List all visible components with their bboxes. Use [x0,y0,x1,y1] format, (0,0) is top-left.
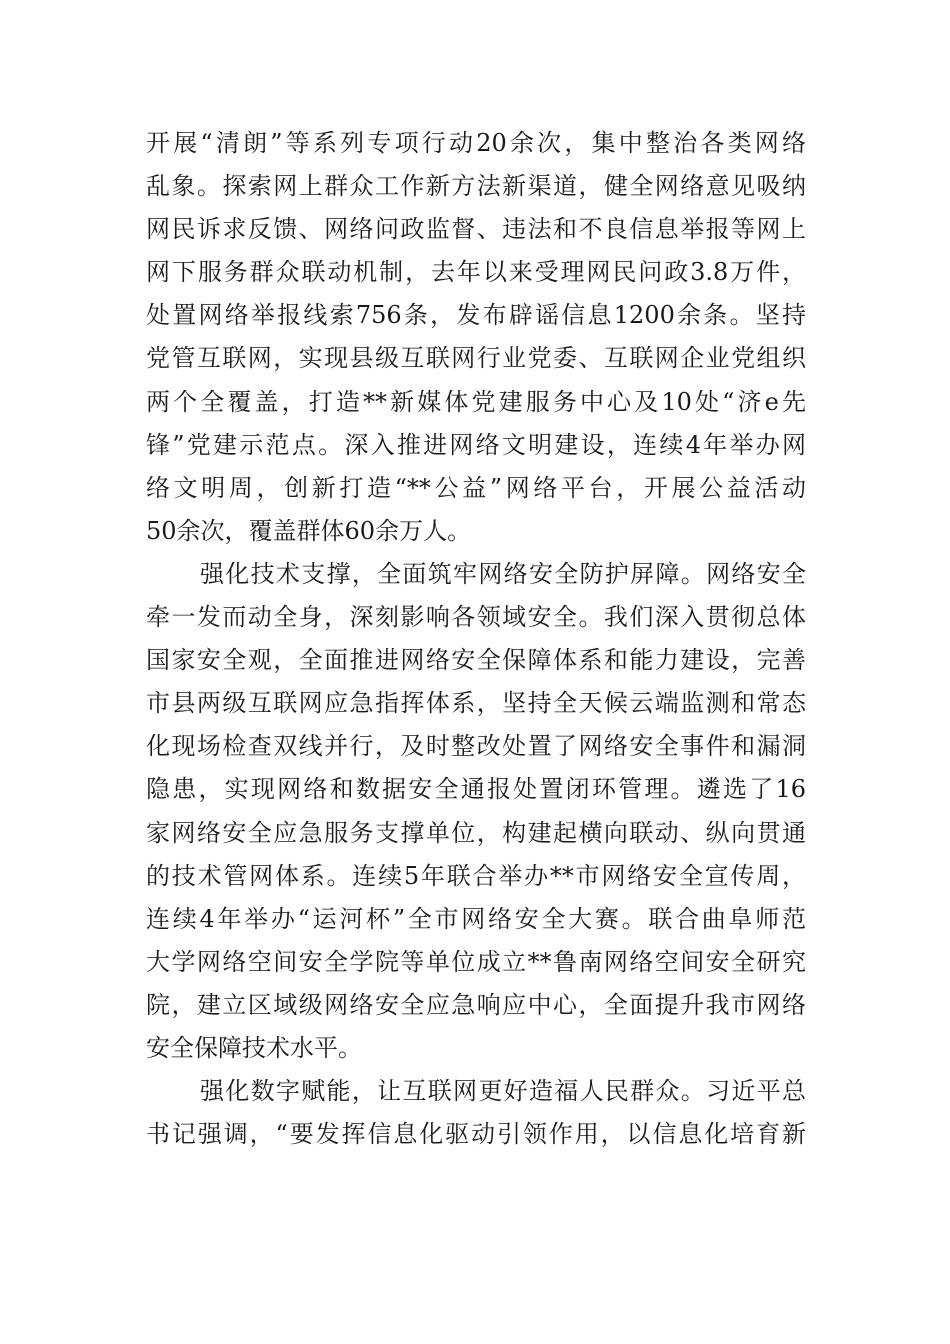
text-line: 处置网络举报线索756条，发布辟谣信息1200余条。坚持 [146,301,806,330]
text-line: 连续4年举办“运河杯”全市网络安全大赛。联合曲阜师范 [146,904,806,933]
text-line: 络文明周，创新打造“**公益”网络平台，开展公益活动 [146,473,806,502]
text-line: 开展“清朗”等系列专项行动20余次，集中整治各类网络 [146,129,806,157]
text-line: 党管互联网，实现县级互联网行业党委、互联网企业党组织 [146,344,806,373]
text-line: 网下服务群众联动机制，去年以来受理网民问政3.8万件， [146,258,806,287]
text-line: 安全保障技术水平。 [146,1033,362,1062]
text-line: 的技术管网体系。连续5年联合举办**市网络安全宣传周， [146,861,806,890]
text-line: 隐患，实现网络和数据安全通报处置闭环管理。遴选了16 [146,775,806,804]
text-line: 家网络安全应急服务支撑单位，构建起横向联动、纵向贯通 [146,818,806,847]
text-line: 两个全覆盖，打造**新媒体党建服务中心及10处“济e先 [146,387,806,416]
text-line: 牵一发而动全身，深刻影响各领域安全。我们深入贯彻总体 [146,603,806,632]
text-line: 乱象。探索网上群众工作新方法新渠道，健全网络意见吸纳 [146,172,806,201]
paragraph-first-line: 强化数字赋能，让互联网更好造福人民群众。习近平总 [200,1077,806,1106]
text-line: 网民诉求反馈、网络问政监督、违法和不良信息举报等网上 [146,215,806,244]
text-line: 化现场检查双线并行，及时整改处置了网络安全事件和漏洞 [146,732,806,761]
paragraph-first-line: 强化技术支撑，全面筑牢网络安全防护屏障。网络安全 [200,559,806,588]
text-line: 大学网络空间安全学院等单位成立**鲁南网络空间安全研究 [146,947,806,976]
text-line: 锋”党建示范点。深入推进网络文明建设，连续4年举办网 [146,430,806,459]
text-line: 国家安全观，全面推进网络安全保障体系和能力建设，完善 [146,646,806,675]
text-line: 市县两级互联网应急指挥体系，坚持全天候云端监测和常态 [146,689,806,718]
text-line: 书记强调，“要发挥信息化驱动引领作用，以信息化培育新 [146,1120,806,1149]
text-line: 院，建立区域级网络安全应急响应中心，全面提升我市网络 [146,990,806,1019]
document-body [146,122,806,1156]
text-line: 50余次，覆盖群体60余万人。 [146,516,472,545]
